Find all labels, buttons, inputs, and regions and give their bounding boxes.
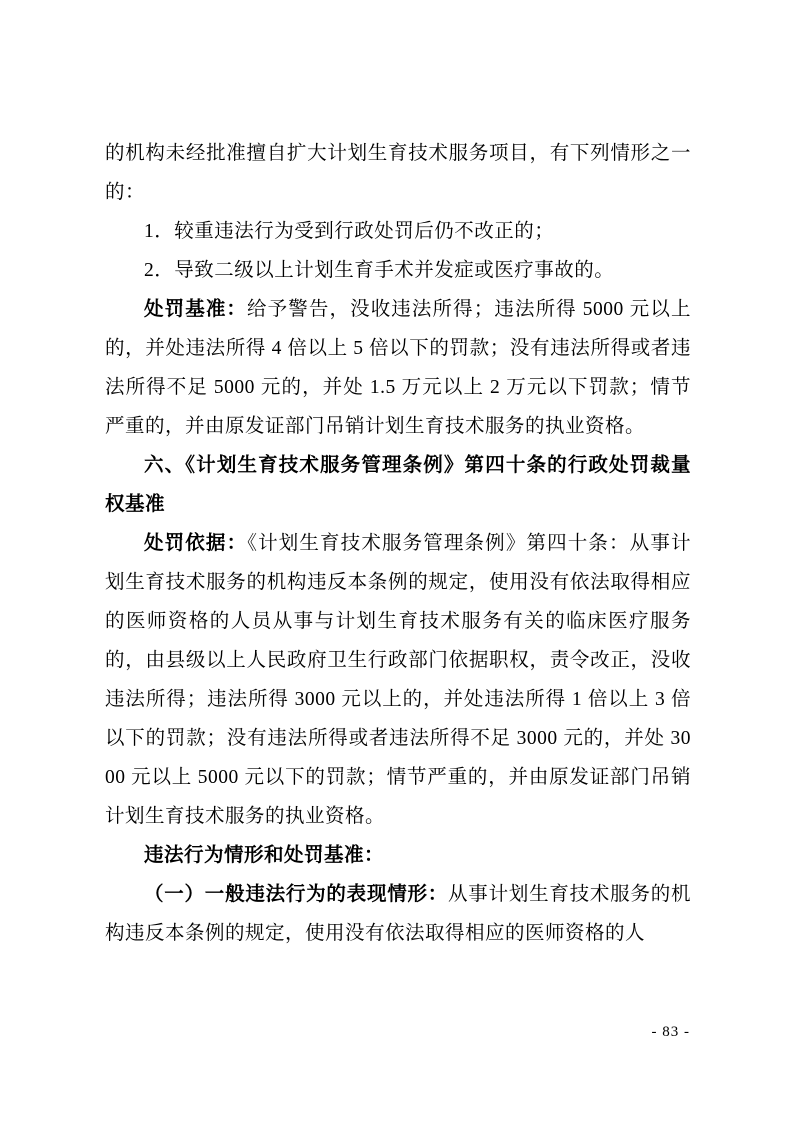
text-run: 给予警告，没收违法所得；违法所得 5000 元以上的，并处违法所得 4 倍以上 5 倍以下的罚款；没有违法所得或者违法所得不足 5000 元的，并处 1.5 万元以上 2 万元以下罚款；情节严重的，并由原发证部门吊销计划生育技术服务的执业资格。 <box>105 299 691 437</box>
text-run: 《计划生育技术服务管理条例》第四十条：从事计划生育技术服务的机构违反本条例的规定，使用没有依法取得相应的医师资格的人员从事与计划生育技术服务有关的临床医疗服务的，由县级以上人民政府卫生行政部门依据职权，责令改正，没收违法所得；违法所得 3000 元以上的，并处违法所得 1 倍以上 3 倍以下的罚款；没有违法所得或者违法所得不足 3000 元的，并处 3000 元以上 5000 元以下的罚款；情节严重的，并由原发证部门吊销计划生育技术服务的执业资格。 <box>105 533 691 827</box>
paragraph <box>105 446 691 524</box>
text-run: 2．导致二级以上计划生育手术并发症或医疗事故的。 <box>144 260 615 281</box>
paragraph <box>105 524 691 836</box>
paragraph <box>105 251 691 290</box>
bold-text-run: 处罚基准： <box>144 299 248 320</box>
bold-text-run: （一）一般违法行为的表现情形： <box>144 884 449 905</box>
paragraph <box>105 875 691 953</box>
paragraph <box>105 290 691 446</box>
text-run: 1．较重违法行为受到行政处罚后仍不改正的； <box>144 221 555 242</box>
page-number: - 83 - <box>651 1024 690 1040</box>
bold-text-run: 处罚依据： <box>144 533 248 554</box>
paragraph <box>105 212 691 251</box>
bold-text-run: 六、《计划生育技术服务管理条例》第四十条的行政处罚裁量权基准 <box>105 455 691 515</box>
text-run: 从事计划生育技术服务的机构违反本条例的规定，使用没有依法取得相应的医师资格的人 <box>105 884 691 944</box>
paragraph <box>105 836 691 875</box>
text-run: 的机构未经批准擅自扩大计划生育技术服务项目，有下列情形之一的： <box>105 143 691 203</box>
bold-text-run: 违法行为情形和处罚基准： <box>144 845 385 866</box>
paragraph <box>105 134 691 212</box>
document-body <box>105 134 691 953</box>
